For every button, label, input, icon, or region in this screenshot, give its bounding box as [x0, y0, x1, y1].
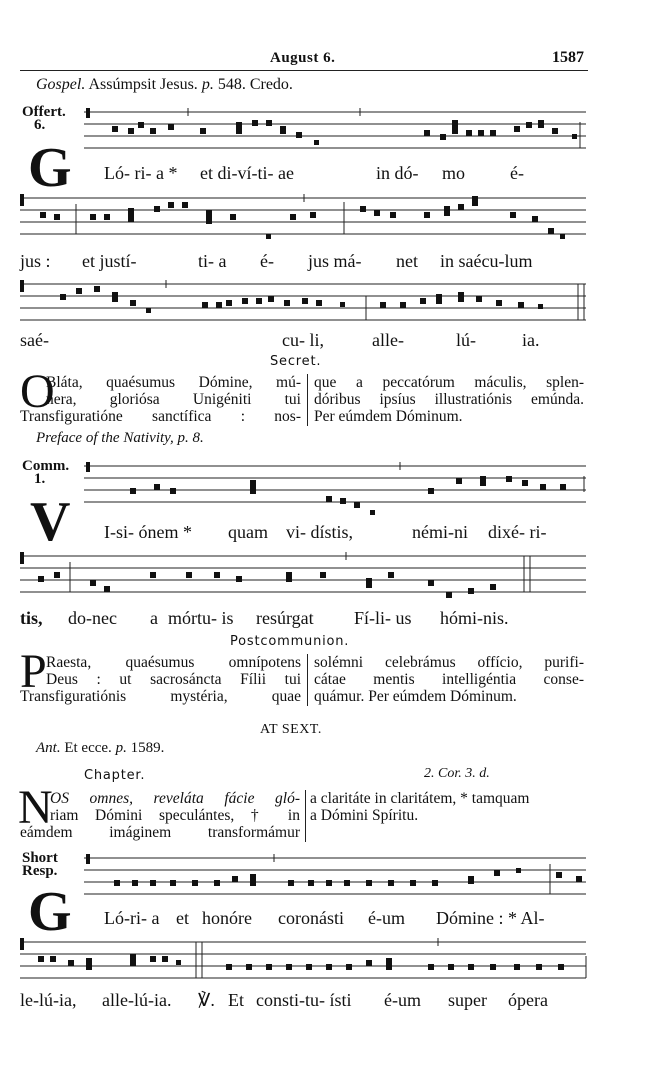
- chapter-dropcap: N: [18, 781, 53, 834]
- offertory-staff-2: [20, 190, 588, 252]
- lyric: mo: [442, 163, 466, 183]
- chapter-left-column: [50, 790, 300, 824]
- lyric: alle-lú-ia.: [102, 990, 172, 1010]
- staff-lines-svg: [20, 934, 588, 994]
- gospel-line: [36, 76, 293, 94]
- staff-lines-svg: [20, 278, 588, 334]
- communion-initial: V: [30, 491, 71, 553]
- lyric: lú-: [456, 330, 476, 350]
- lyric: super: [448, 990, 487, 1010]
- text-line: Raesta, quaésumus omnípotens: [46, 654, 301, 671]
- secret-left-last: [20, 408, 301, 425]
- lyric: do-nec: [68, 608, 117, 628]
- lyric: é-: [510, 163, 524, 183]
- lyric: alle-: [372, 330, 404, 350]
- lyric: ópera: [508, 990, 548, 1010]
- antiphon-page-num: 1589.: [130, 740, 165, 756]
- lyric: net: [396, 251, 418, 271]
- secret-heading: Secret.: [270, 354, 322, 369]
- antiphon-page-ref: p.: [115, 740, 127, 756]
- lyric: Ló-ri- a: [104, 908, 160, 928]
- offertory-label-top: Offert.: [22, 104, 66, 120]
- lyric: é-um: [368, 908, 405, 928]
- column-divider: [305, 790, 306, 842]
- offertory-mode: 6.: [34, 117, 46, 133]
- postcommunion-left-last: [20, 688, 301, 705]
- lyric: saé-: [20, 330, 49, 350]
- communion-staff-1: [20, 458, 588, 518]
- gospel-page-num: 548.: [217, 76, 246, 93]
- lyric: hómi-nis.: [440, 608, 509, 628]
- text-line: a claritáte in claritátem, * tamquam: [310, 790, 530, 807]
- offertory-staff-3: [20, 278, 588, 334]
- lyric: a: [150, 608, 158, 628]
- lyric: consti-tu- ísti: [256, 990, 352, 1010]
- chapter-heading: Chapter.: [84, 768, 146, 783]
- offertory-initial: G: [28, 137, 72, 199]
- text-line: Per eúmdem Dóminum.: [314, 408, 463, 425]
- gospel-label: Gospel.: [36, 76, 86, 93]
- lyric: dixé- ri-: [488, 522, 547, 542]
- lyric: ti- a: [198, 251, 227, 271]
- lyric: coronásti: [278, 908, 344, 928]
- short-resp-label-top: Short: [22, 850, 58, 866]
- secret-left-column: [46, 374, 301, 408]
- antiphon-text: Et ecce.: [64, 740, 112, 756]
- at-sext-heading: AT SEXT.: [260, 722, 322, 737]
- lyric: quam: [228, 522, 268, 542]
- staff-lines-svg: [20, 458, 588, 518]
- lyric: Et: [228, 990, 244, 1010]
- page-number: 1587: [552, 49, 584, 66]
- lyric: et: [176, 908, 189, 928]
- short-resp-initial: G: [28, 881, 72, 943]
- lyric: Fí-li- us: [354, 608, 412, 628]
- lyric: Dómine : * Al-: [436, 908, 545, 928]
- lyric: in dó-: [376, 163, 419, 183]
- postcommunion-right-column: [314, 654, 584, 705]
- text-line: dóribus ipsíus illustratiónis emúnda.: [314, 391, 584, 408]
- lyric: in saécu-lum: [440, 251, 533, 271]
- text-line: Transfiguratióne sanctífica : nos-: [20, 408, 301, 425]
- gospel-text: Assúmpsit Jesus.: [88, 76, 198, 93]
- gospel-page-ref: p.: [201, 76, 214, 93]
- text-line: Deus : ut sacrosáncta Fílii tui: [46, 671, 301, 688]
- short-resp-staff-2: [20, 934, 588, 994]
- antiphon-line: [36, 740, 164, 757]
- preface-ref: Preface of the Nativity, p. 8.: [36, 430, 204, 446]
- postcommunion-dropcap: P: [20, 645, 47, 698]
- text-line: solémni celebrámus offício, purifi-: [314, 654, 584, 671]
- running-title: August 6.: [270, 50, 336, 66]
- column-divider: [307, 654, 308, 706]
- secret-right-column: [314, 374, 584, 425]
- lyric: I-si- ónem *: [104, 522, 192, 542]
- text-line: eámdem imáginem transformámur: [20, 824, 300, 841]
- lyric: é-: [260, 251, 274, 271]
- postcommunion-heading: Postcommunion.: [230, 634, 350, 649]
- short-resp-label-bottom: Resp.: [22, 863, 58, 879]
- text-line: nera, gloriósa Unigéniti tui: [46, 391, 301, 408]
- chapter-reference: 2. Cor. 3. d.: [424, 766, 490, 781]
- lyric: ia.: [522, 330, 540, 350]
- staff-lines-svg: [20, 190, 588, 252]
- lyric: ℣.: [198, 990, 215, 1010]
- lyric: jus má-: [308, 251, 362, 271]
- secret-dropcap: O: [20, 365, 55, 418]
- lyric: et justí-: [82, 251, 137, 271]
- lyric: et di-ví-ti- ae: [200, 163, 294, 183]
- text-line: Bláta, quaésumus Dómine, mú-: [46, 374, 301, 391]
- lyric: resúrgat: [256, 608, 314, 628]
- lyric: mórtu- is: [168, 608, 234, 628]
- communion-mode: 1.: [34, 471, 46, 487]
- short-resp-staff-1: [20, 850, 588, 910]
- antiphon-label: Ant.: [36, 740, 61, 756]
- lyric: le-lú-ia,: [20, 990, 77, 1010]
- gospel-credo: Credo.: [249, 76, 293, 93]
- lyric: Ló- ri- a *: [104, 163, 178, 183]
- lyric: vi- dístis,: [286, 522, 354, 542]
- column-divider: [307, 374, 308, 426]
- lyric: némi-ni: [412, 522, 468, 542]
- lyric: honóre: [202, 908, 252, 928]
- staff-lines-svg: [20, 548, 588, 610]
- text-line: quámur. Per eúmdem Dóminum.: [314, 688, 517, 705]
- text-line: que a peccatórum máculis, splen-: [314, 374, 584, 391]
- chapter-left-last: [20, 824, 300, 841]
- text-line: cátae mentis intelligéntia conse-: [314, 671, 584, 688]
- communion-label-top: Comm.: [22, 458, 70, 474]
- communion-staff-2: [20, 548, 588, 610]
- staff-lines-svg: [20, 850, 588, 910]
- text-line: riam Dómini speculántes, † in: [50, 807, 300, 824]
- page-header: [20, 46, 588, 71]
- text-line: Transfiguratiónis mystéria, quae: [20, 688, 301, 705]
- text-line: a Dómini Spíritu.: [310, 807, 419, 824]
- chapter-right-column: [310, 790, 585, 824]
- staff-lines-svg: [20, 104, 588, 164]
- postcommunion-left-column: [46, 654, 301, 688]
- lyric: é-um: [384, 990, 421, 1010]
- lyric: tis,: [20, 608, 43, 628]
- lyric: cu- li,: [282, 330, 324, 350]
- lyric: jus :: [20, 251, 51, 271]
- offertory-staff-1: [20, 104, 588, 164]
- text-line: OS omnes, reveláta fácie gló-: [50, 790, 300, 807]
